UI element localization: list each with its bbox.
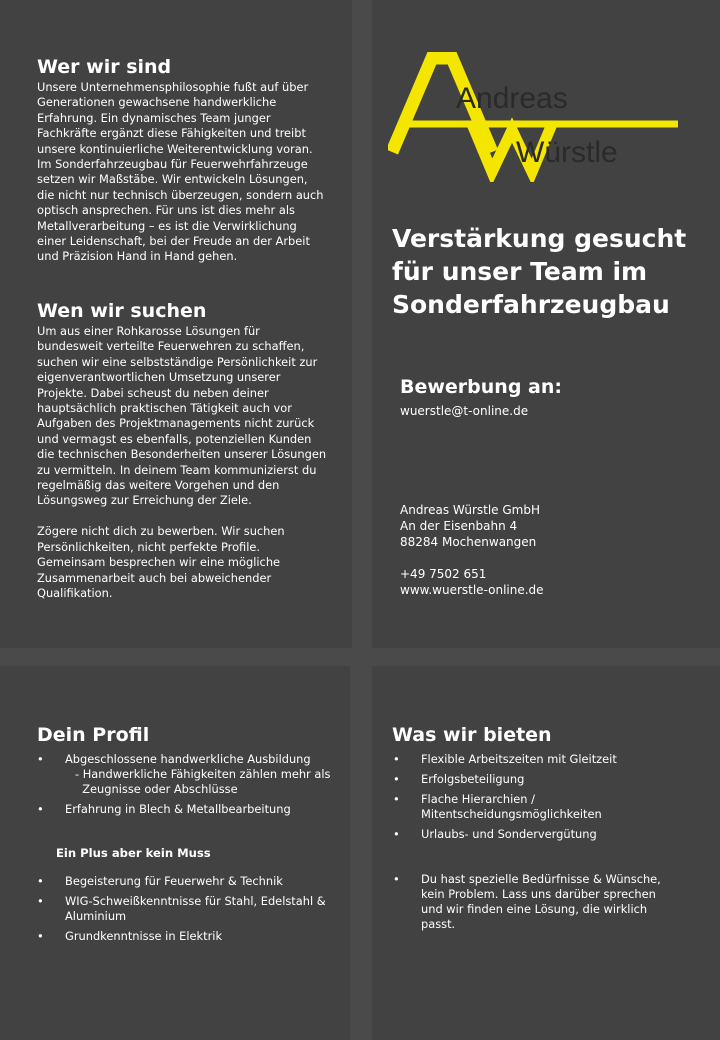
- wen-wir-suchen-title: Wen wir suchen: [37, 300, 207, 322]
- was-wir-bieten-title: Was wir bieten: [392, 724, 552, 746]
- company-website-link[interactable]: www.wuerstle-online.de: [400, 583, 544, 597]
- list-item: [393, 827, 713, 842]
- wer-wir-sind-title: Wer wir sind: [37, 56, 172, 78]
- company-city: 88284 Mochenwangen: [400, 535, 537, 549]
- bieten-extra: Du hast spezielle Bedürfnisse & Wünsche, kein Problem. Lass uns darüber sprechen und wir finden eine Lösung, die wirklich passt.: [421, 872, 661, 931]
- logo-text-line1: Andreas: [456, 82, 568, 115]
- contact-address: [400, 502, 540, 550]
- profil-sub-item: - Handwerkliche Fähigkeiten zählen mehr als Zeugnisse oder Abschlüsse: [75, 767, 331, 796]
- list-item: [37, 894, 347, 924]
- bieten-list: [393, 752, 713, 847]
- list-item: [393, 772, 713, 787]
- plus-list: [37, 874, 347, 949]
- panel-bottom-right: [372, 666, 720, 1040]
- profil-list: [37, 752, 347, 822]
- bewerbung-title: Bewerbung an:: [400, 376, 562, 398]
- company-phone[interactable]: +49 7502 651: [400, 567, 487, 581]
- list-item: [37, 874, 347, 889]
- logo-text-line2: Würstle: [516, 136, 618, 169]
- profil-item-1: Abgeschlossene handwerkliche Ausbildung: [65, 752, 311, 766]
- bieten-item-4: Urlaubs- und Sondervergütung: [421, 827, 597, 841]
- list-item: [37, 752, 347, 797]
- wer-wir-sind-text: Unsere Unternehmensphilosophie fußt auf über Generationen gewachsene handwerkliche Erfahrung. Ein dynamisches Team junger Fachkräfte ergänzt diese Fähigkeiten und treibt unsere kontinuierliche Weiterentwicklung voran. Im Sonderfahrzeugbau für Feuerwehrfahrzeuge setzen wir Maßstäbe. Wir entwickeln Lösungen, die nicht nur technisch überzeugen, sondern auch optisch ansprechen. Für uns ist dies mehr als Metallverarbeitung – es ist die Verwirklichung einer Leidenschaft, bei der Freude an der Arbeit und Präzision Hand in Hand gehen.: [37, 80, 324, 264]
- wen-wir-suchen-text: Um aus einer Rohkarosse Lösungen für bundesweit verteilte Feuerwehren zu schaffen, suchen wir eine selbstständige Persönlichkeit zur eigenverantwortlichen Umsetzung unserer Projekte. Dabei scheust du neben deiner hauptsächlich praktischen Tätigkeit auch vor Aufgaben des Projektmanagements nicht zurück und vermagst es ebenfalls, potenziellen Kunden die technischen Besonderheiten unserer Lösungen zu vermitteln. In deinem Team kommunizierst du regelmäßig das weitere Vorgehen und den Lösungsweg zur Erreichung der Ziele. Zögere nicht dich zu bewerben. Wir suchen Persönlichkeiten, nicht perfekte Profile. Gemeinsam besprechen wir eine mögliche Zusammenarbeit auch bei abweichender Qualifikation.: [37, 324, 327, 600]
- dein-profil-title: Dein Profil: [37, 724, 150, 746]
- list-item: [37, 802, 347, 817]
- profil-item-2: Erfahrung in Blech & Metallbearbeitung: [65, 802, 291, 816]
- company-street: An der Eisenbahn 4: [400, 519, 518, 533]
- bieten-item-1: Flexible Arbeitszeiten mit Gleitzeit: [421, 752, 617, 766]
- list-item: [37, 929, 347, 944]
- list-item: [393, 752, 713, 767]
- company-logo: [388, 52, 688, 182]
- plus-item-3: Grundkenntnisse in Elektrik: [65, 929, 223, 943]
- list-item: [393, 872, 713, 932]
- company-name: Andreas Würstle GmbH: [400, 503, 540, 517]
- bieten-item-2: Erfolgsbeteiligung: [421, 772, 525, 786]
- plus-item-2: WIG-Schweißkenntnisse für Stahl, Edelstahl & Aluminium: [65, 894, 326, 923]
- headline: Verstärkung gesucht für unser Team im Sonderfahrzeugbau: [392, 224, 687, 319]
- contact-details: [400, 566, 544, 598]
- application-email-link[interactable]: wuerstle@t-online.de: [400, 404, 529, 418]
- bieten-item-3: Flache Hierarchien / Mitentscheidungsmöglichkeiten: [421, 792, 602, 821]
- bieten-extra-list: [393, 872, 713, 937]
- plus-title: Ein Plus aber kein Muss: [56, 846, 211, 860]
- list-item: [393, 792, 713, 822]
- plus-item-1: Begeisterung für Feuerwehr & Technik: [65, 874, 283, 888]
